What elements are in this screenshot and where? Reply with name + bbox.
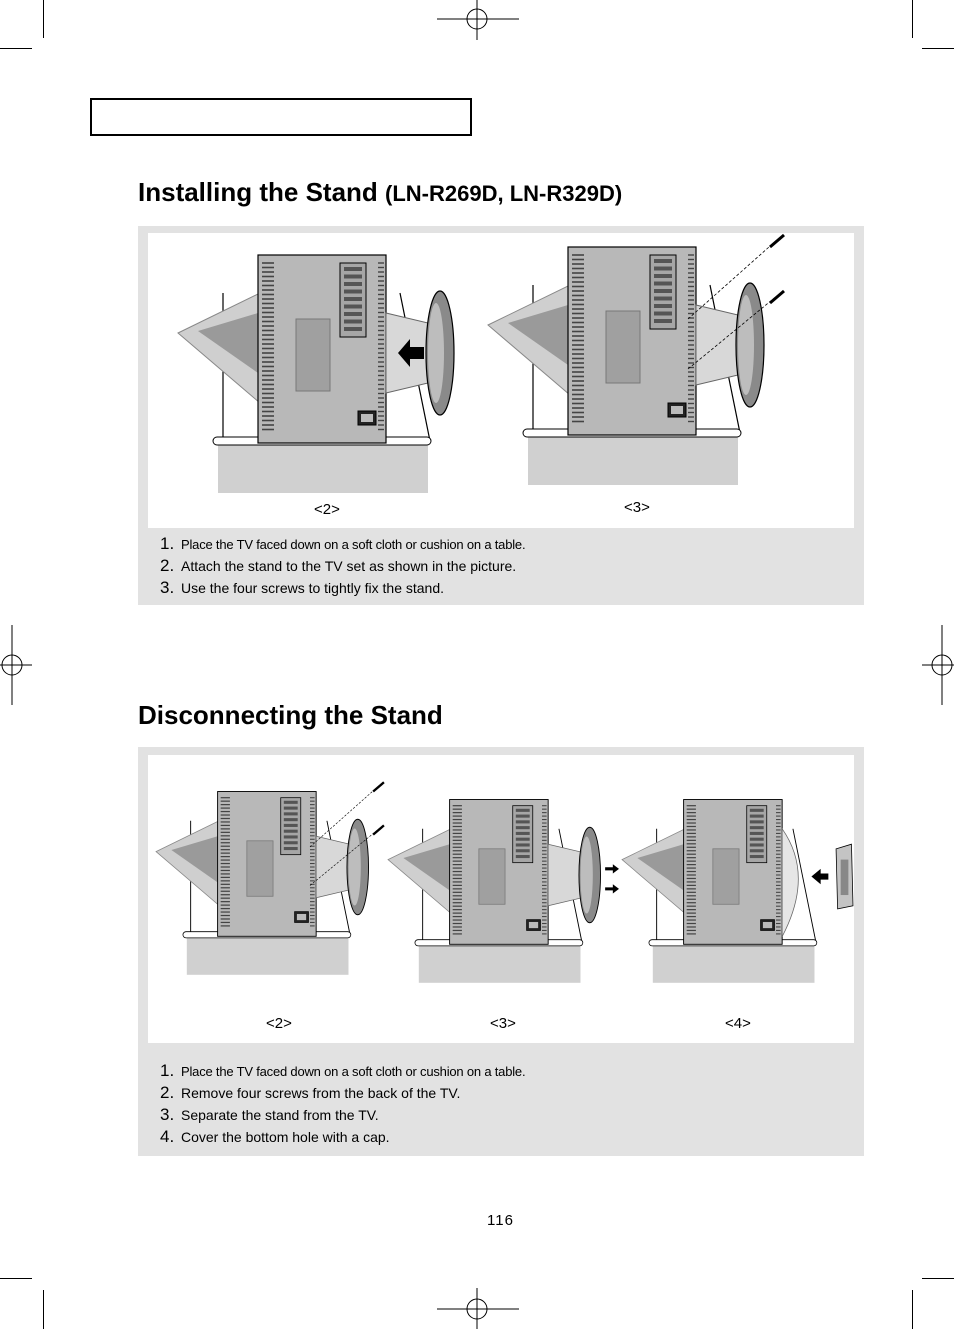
terminal-jack	[516, 832, 530, 835]
tv-scene	[178, 255, 454, 493]
terminal-jack	[284, 841, 298, 844]
terminal-jack	[516, 826, 530, 829]
table-body	[218, 443, 428, 493]
figure-caption-install-3: <3>	[624, 499, 650, 516]
terminal-jack	[516, 855, 530, 858]
pull-arrow-icon	[605, 884, 619, 893]
terminal-jack	[750, 815, 764, 818]
terminal-jack	[516, 815, 530, 818]
terminal-jack	[344, 327, 362, 331]
disconnecting-illustration-area	[148, 755, 854, 1043]
registration-mark-bottom	[437, 1288, 519, 1329]
installing-steps	[160, 533, 525, 599]
disconnecting-title-text: Disconnecting the Stand	[138, 700, 443, 730]
vesa-plate	[606, 311, 640, 383]
terminal-jack	[750, 820, 764, 823]
terminal-jack	[284, 835, 298, 838]
screw-icon	[770, 235, 784, 247]
tv-stand-figure-install-3	[488, 245, 788, 493]
tv-stand-figure-remove-3	[388, 798, 618, 1000]
table-body	[419, 944, 581, 983]
installing-title-text: Installing the Stand	[138, 177, 378, 207]
page-number: 116	[487, 1212, 514, 1229]
terminal-jack	[516, 820, 530, 823]
terminal-jack	[750, 832, 764, 835]
power-socket-inner	[763, 922, 772, 928]
installing-step-1: 1. Place the TV faced down on a soft cloth or cushion on a table.	[160, 534, 526, 553]
terminal-jack	[654, 274, 672, 278]
tv-scene	[388, 800, 619, 983]
terminal-jack	[344, 305, 362, 309]
power-socket-inner	[671, 406, 683, 414]
terminal-jack	[516, 843, 530, 846]
vesa-plate	[247, 841, 273, 896]
power-socket-inner	[297, 914, 306, 920]
tv-stand-figure-remove-4	[622, 798, 854, 1000]
installing-model-text: (LN-R269D, LN-R329D)	[385, 181, 623, 206]
installing-step-3: 3. Use the four screws to tightly fix the stand.	[160, 578, 445, 597]
terminal-jack	[654, 267, 672, 271]
figure-caption-remove-2: <2>	[266, 1015, 292, 1032]
cover-cap-detail	[841, 860, 849, 895]
tv-scene	[488, 235, 784, 485]
disconnecting-step-2: 2. Remove four screws from the back of the TV.	[160, 1083, 461, 1102]
registration-mark-left	[0, 625, 32, 705]
terminal-jack	[344, 267, 362, 271]
vesa-plate	[713, 849, 739, 904]
terminal-jack	[654, 312, 672, 316]
table-body	[187, 936, 349, 975]
terminal-jack	[344, 275, 362, 279]
terminal-jack	[516, 838, 530, 841]
terminal-jack	[284, 818, 298, 821]
stand-base-highlight	[738, 295, 754, 395]
terminal-jack	[750, 843, 764, 846]
section-title-installing	[138, 177, 622, 208]
terminal-jack	[516, 849, 530, 852]
terminal-jack	[750, 838, 764, 841]
stand-base-highlight	[428, 303, 444, 403]
terminal-jack	[284, 847, 298, 850]
figure-caption-install-2: <2>	[314, 501, 340, 518]
terminal-jack	[344, 320, 362, 324]
vesa-plate	[296, 319, 330, 391]
power-socket-inner	[529, 922, 538, 928]
pull-arrow-icon	[605, 864, 619, 873]
disconnecting-step-3: 3. Separate the stand from the TV.	[160, 1105, 379, 1124]
tv-stand-figure-remove-2	[156, 790, 386, 1000]
disconnecting-step-1: 1. Place the TV faced down on a soft cloth or cushion on a table.	[160, 1061, 526, 1080]
terminal-jack	[516, 809, 530, 812]
terminal-jack	[750, 809, 764, 812]
terminal-jack	[654, 304, 672, 308]
registration-mark-right	[922, 625, 954, 705]
disconnecting-step-4: 4. Cover the bottom hole with a cap.	[160, 1127, 390, 1146]
screw-icon	[373, 825, 384, 834]
terminal-jack	[654, 282, 672, 286]
vesa-plate	[479, 849, 505, 904]
registration-mark-top	[437, 0, 519, 42]
figure-caption-remove-3: <3>	[490, 1015, 516, 1032]
terminal-jack	[750, 826, 764, 829]
power-socket-inner	[361, 414, 373, 422]
terminal-jack	[750, 855, 764, 858]
tv-scene	[156, 782, 384, 975]
terminal-jack	[284, 824, 298, 827]
installing-illustration-area	[148, 233, 854, 528]
stand-base-highlight	[349, 829, 361, 906]
installing-step-2: 2. Attach the stand to the TV set as shown in the picture.	[160, 556, 517, 575]
tv-scene	[622, 800, 853, 983]
section-title-disconnecting	[138, 700, 443, 731]
terminal-jack	[344, 282, 362, 286]
terminal-jack	[344, 290, 362, 294]
header-box	[90, 98, 472, 136]
terminal-jack	[284, 801, 298, 804]
disconnecting-panel	[138, 747, 864, 1156]
terminal-jack	[654, 289, 672, 293]
disconnecting-steps	[160, 1060, 525, 1148]
terminal-jack	[344, 297, 362, 301]
terminal-jack	[284, 830, 298, 833]
terminal-jack	[654, 259, 672, 263]
screw-icon	[770, 291, 784, 303]
table-body	[653, 944, 815, 983]
terminal-jack	[284, 812, 298, 815]
stand-base-highlight	[581, 837, 593, 914]
terminal-jack	[654, 319, 672, 323]
terminal-jack	[344, 312, 362, 316]
installing-panel	[138, 226, 864, 605]
screw-icon	[373, 782, 384, 791]
figure-caption-remove-4: <4>	[725, 1015, 751, 1032]
terminal-jack	[654, 297, 672, 301]
cap-arrow-icon	[811, 869, 828, 884]
terminal-jack	[750, 849, 764, 852]
tv-stand-figure-install-2	[178, 253, 478, 493]
stand-neck	[548, 844, 580, 906]
terminal-jack	[284, 807, 298, 810]
table-body	[528, 435, 738, 485]
